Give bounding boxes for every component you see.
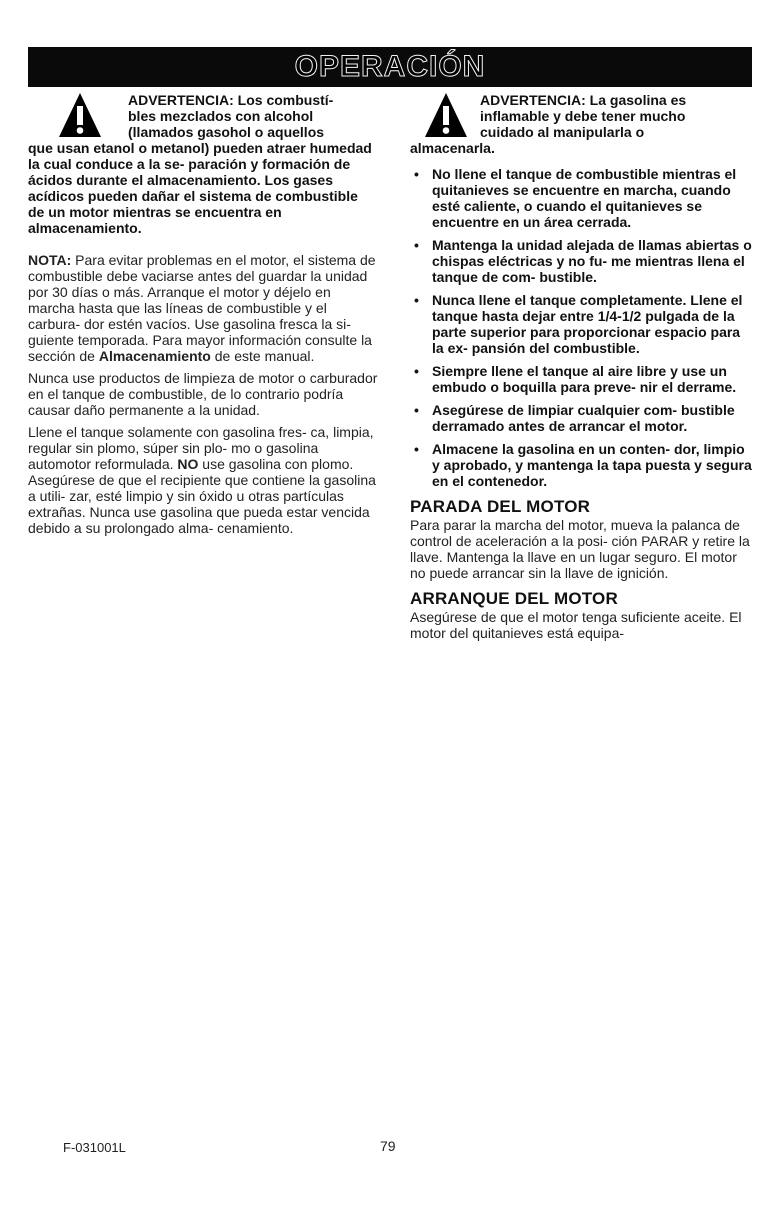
nota-paragraph xyxy=(28,252,378,364)
warning-rest: almacenarla. xyxy=(410,140,495,156)
fuel-fill-text-a: Llene el tanque solamente con gasolina fres- ca, limpia, regular sin plomo, súper sin plo- mo o gasolina automotor reformulada. xyxy=(28,424,374,472)
list-item: • No llene el tanque de combustible mientras el quitanieves se encuentre en marcha, cuando esté caliente, o cuando el quitanieves se encuentre en un área cerrada. xyxy=(414,166,737,230)
list-item: • Mantenga la unidad alejada de llamas abiertas o chispas eléctricas y no fu- me mientras llena el tanque de com- bustible. xyxy=(414,237,752,285)
warning-lead: ADVERTENCIA: La gasolina es xyxy=(480,92,687,108)
warning-line-2: bles mezclados con alcohol xyxy=(128,108,314,124)
fuel-fill-paragraph xyxy=(28,424,378,536)
right-column xyxy=(410,92,752,641)
fuel-alcohol-warning xyxy=(28,92,378,236)
nota-bold-ref: Almacenamiento xyxy=(98,348,211,364)
safety-bullet-list xyxy=(410,166,752,489)
section-header-bar xyxy=(28,47,752,87)
fuel-fill-no: NO xyxy=(177,456,199,472)
list-item: • Siempre llene el tanque al aire libre y use un embudo o boquilla para preve- nir el derrame. xyxy=(414,363,737,395)
section-title-operacion: OPERACIÓN xyxy=(294,50,486,83)
nota-text: Para evitar problemas en el motor, el sistema de combustible debe vaciarse antes del guardar la unidad por 30 días o más. Arranque el motor y déjelo en marcha hasta que las líneas de combustible y el carbura- dor estén vacíos. Use gasolina fresca la si- guiente temporada. Para mayor información consulte la sección de xyxy=(28,252,376,364)
warning-rest: que usan etanol o metanol) pueden atraer humedad la cual conduce a la se- paración y formación de ácidos durante el almacenamiento. Los gases acídicos pueden dañar el sistema de combustible de un motor mientras se encuentra en almacenamiento. xyxy=(28,140,372,236)
warning-triangle-icon xyxy=(58,92,98,140)
parada-paragraph: Para parar la marcha del motor, mueva la palanca de control de aceleración a la posi- ción PARAR y retire la llave. Mantenga la llave en un lugar seguro. El motor no puede arrancar sin la llave de ignición. xyxy=(410,517,750,581)
nota-end: de este manual. xyxy=(210,348,315,364)
bullet-dot-icon: • xyxy=(414,363,419,379)
arranque-paragraph: Asegúrese de que el motor tenga suficiente aceite. El motor del quitanieves está equipa- xyxy=(410,609,742,641)
bullet-dot-icon: • xyxy=(414,166,419,182)
warning-line-2: inflamable y debe tener mucho xyxy=(480,108,686,124)
warning-line-3: cuidado al manipularla o xyxy=(480,124,645,140)
list-item: • Almacene la gasolina en un conten- dor, limpio y aprobado, y mantenga la tapa puesta y segura en el contenedor. xyxy=(414,441,752,489)
arranque-heading: ARRANQUE DEL MOTOR xyxy=(410,589,618,608)
list-item: • Asegúrese de limpiar cualquier com- bustible derramado antes de arrancar el motor. xyxy=(414,402,735,434)
page-number: 79 xyxy=(380,1138,396,1154)
document-code: F-031001L xyxy=(63,1140,126,1155)
nota-label: NOTA: xyxy=(28,252,72,268)
bullet-dot-icon: • xyxy=(414,402,419,418)
warning-lead: ADVERTENCIA: Los combustí- xyxy=(128,92,334,108)
cleaning-products-paragraph: Nunca use productos de limpieza de motor o carburador en el tanque de combustible, de lo contrario podría causar daño permanente a la unidad. xyxy=(28,370,378,418)
warning-triangle-icon xyxy=(424,92,464,140)
warning-line-3: (llamados gasohol o aquellos xyxy=(128,124,325,140)
left-column xyxy=(28,92,378,536)
list-item: • Nunca llene el tanque completamente. Llene el tanque hasta dejar entre 1/4-1/2 pulgada de la parte superior para proporcionar espacio para la ex- pansión del combustible. xyxy=(414,292,743,356)
fuel-fill-text-b: use gasolina con plomo. Asegúrese de que el recipiente que contiene la gasolina a utili- zar, esté limpio y sin óxido u otras partículas extrañas. Nunca use gasolina que pueda estar vencida debido a su prolongado alma- cenamiento. xyxy=(28,456,376,536)
bullet-dot-icon: • xyxy=(414,441,419,457)
gasoline-flammable-warning xyxy=(410,92,752,156)
bullet-dot-icon: • xyxy=(414,237,419,253)
parada-heading: PARADA DEL MOTOR xyxy=(410,497,591,516)
bullet-dot-icon: • xyxy=(414,292,419,308)
